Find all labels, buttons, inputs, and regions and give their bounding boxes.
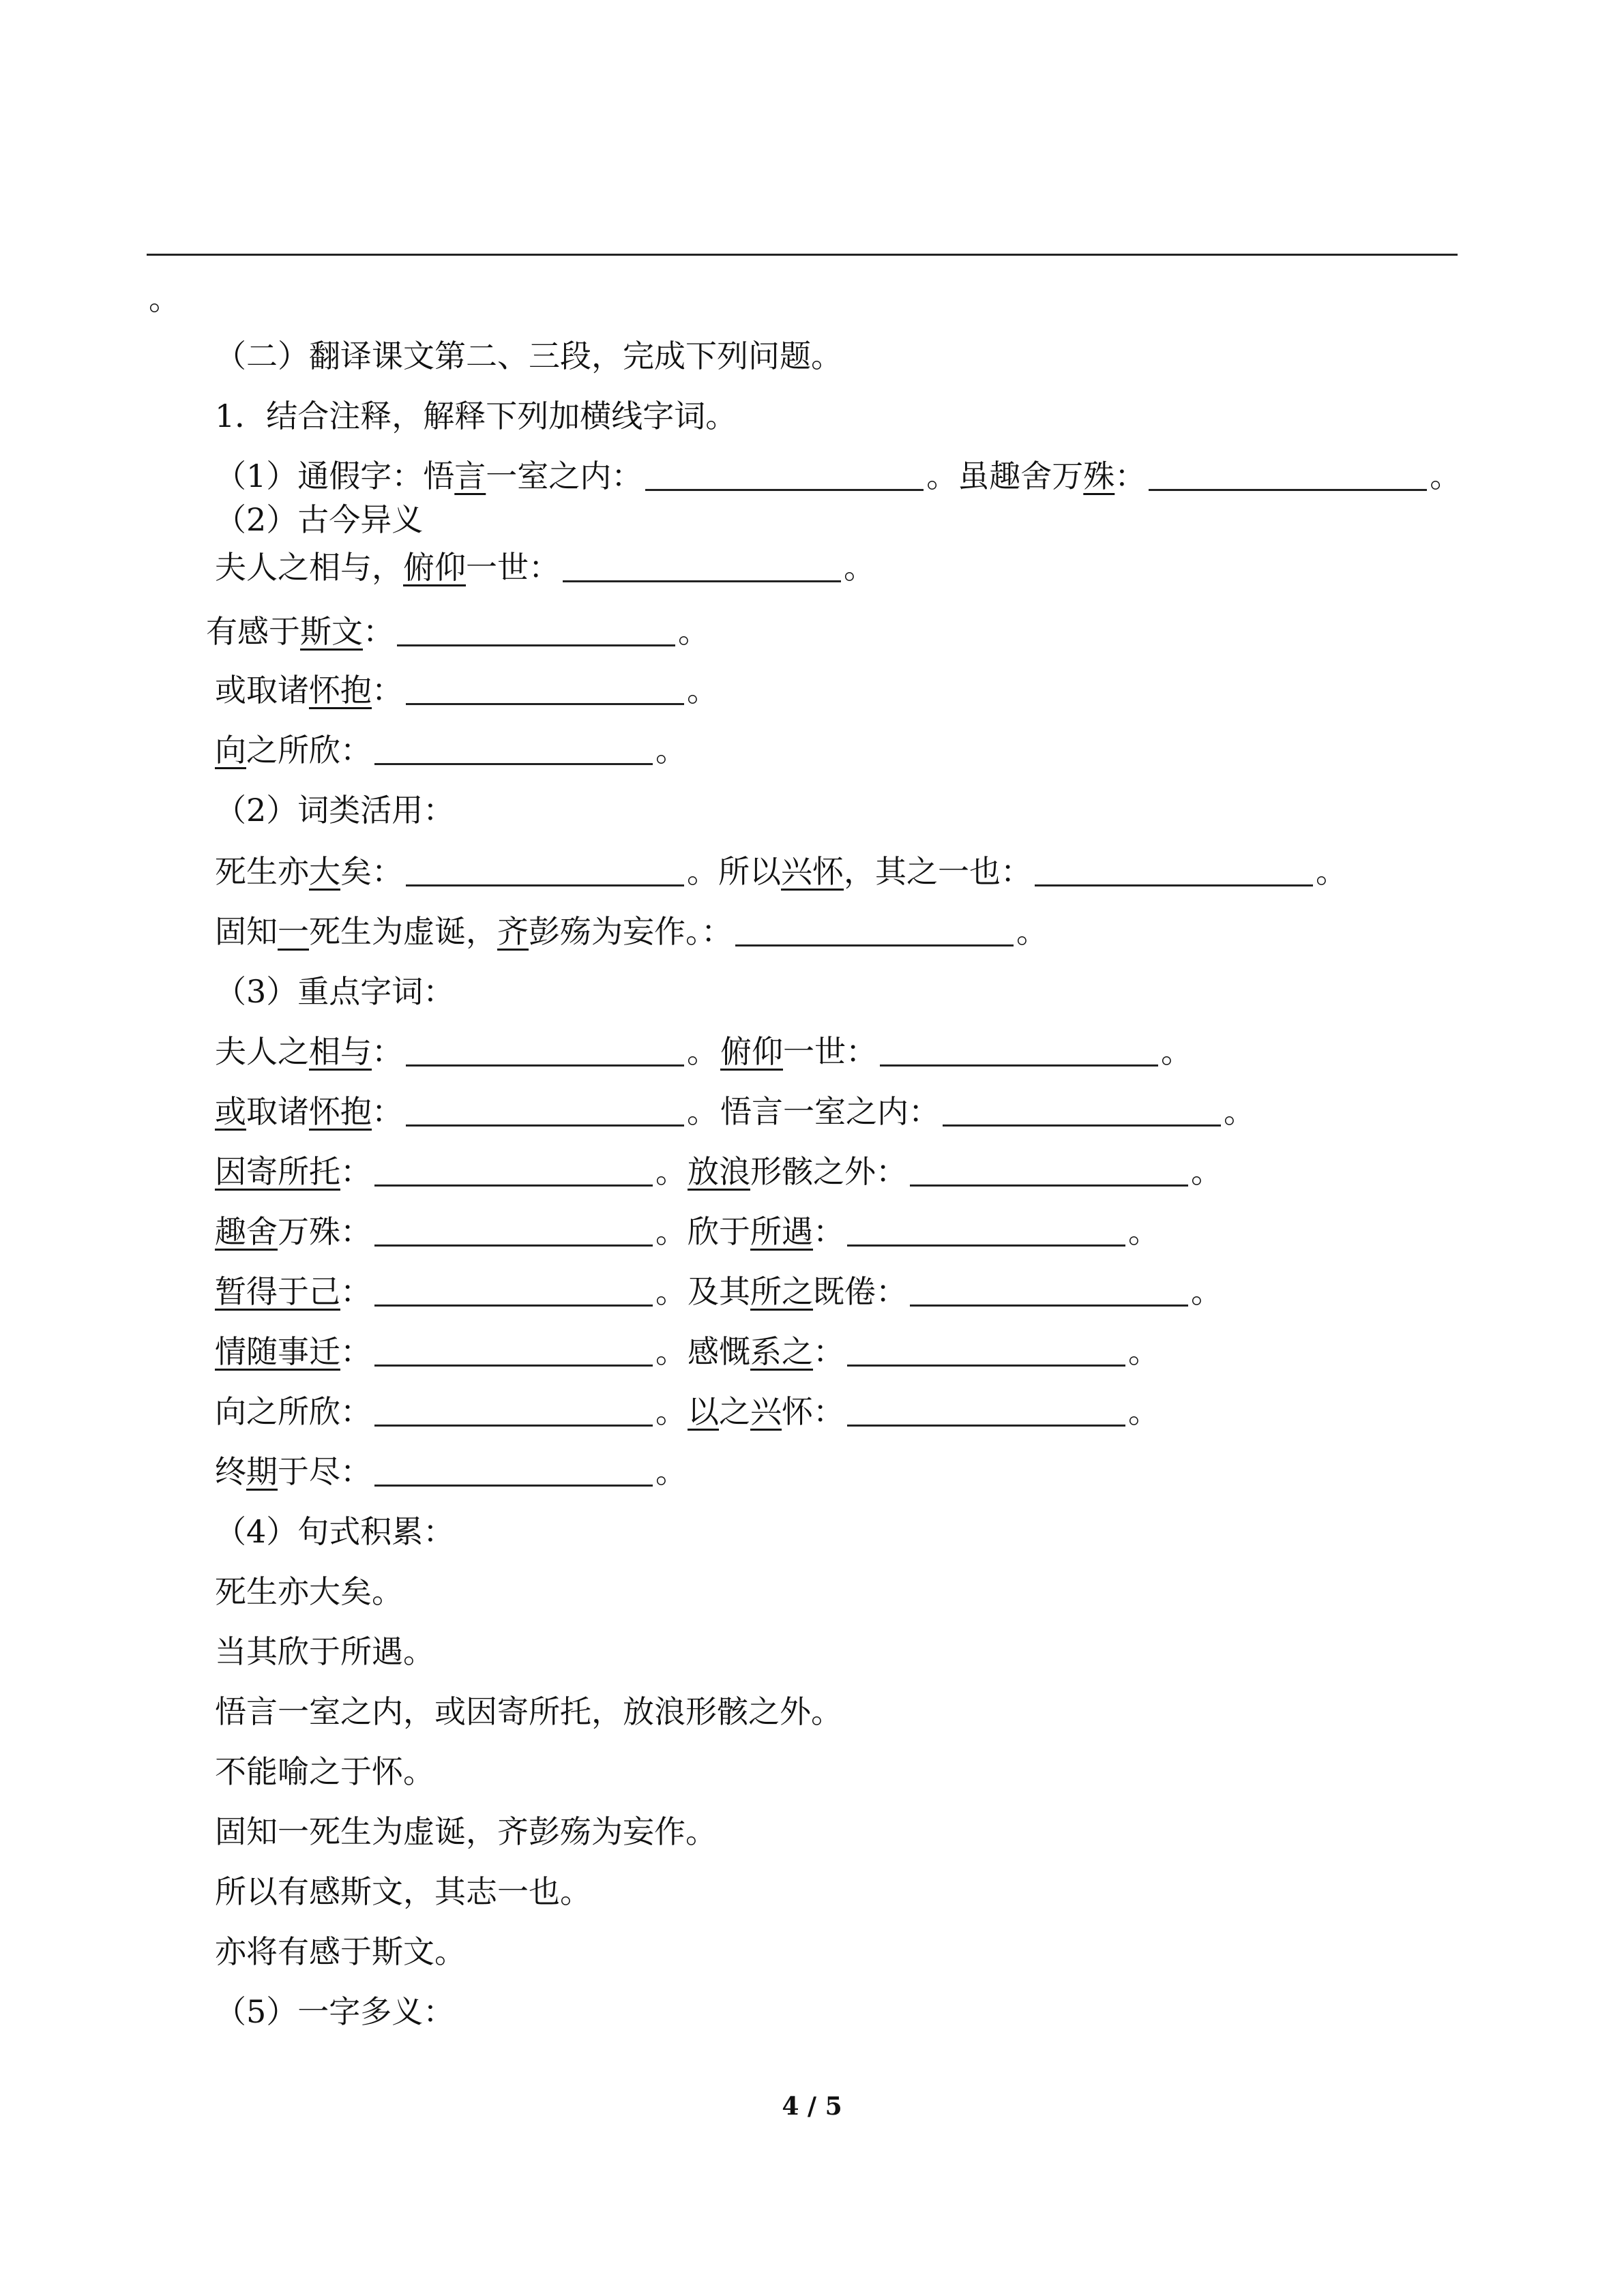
zhongdian-item: 欣于所遇： 。 [688, 1213, 1160, 1250]
jushi-sentence: 固知一死生为虚诞，齐彭殇为妄作。 [215, 1813, 717, 1850]
gujin-item: 向之所欣： 。 [215, 732, 687, 769]
cilei-row: 固知一死生为虚诞，齐彭殇为妄作。： 。 [215, 913, 1048, 950]
question-1: 1．结合注释，解释下列加横线字词。 [215, 398, 737, 434]
answer-blank[interactable] [374, 763, 653, 765]
answer-blank[interactable] [406, 1124, 684, 1127]
answer-blank[interactable] [943, 1124, 1221, 1127]
stray-mark: 。 [149, 280, 180, 317]
zhongdian-item: 放浪形骸之外： 。 [688, 1153, 1222, 1190]
answer-blank[interactable] [397, 644, 675, 646]
header-rule [147, 254, 1458, 256]
jushi-sentence: 所以有感斯文，其志一也。 [215, 1873, 591, 1910]
zhongdian-item: 向之所欣： 。 [215, 1393, 687, 1430]
zhongdian-item: 暂得于己： 。 [215, 1273, 687, 1310]
zhongdian-item: 终期于尽： 。 [215, 1453, 687, 1490]
gujin-label: （2）古今异义 [215, 501, 424, 538]
zhongdian-item: 感慨系之： 。 [688, 1333, 1160, 1370]
jushi-sentence: 死生亦大矣。 [215, 1573, 403, 1610]
answer-blank[interactable] [563, 580, 841, 582]
zhongdian-item: 夫人之相与： 。 [215, 1033, 718, 1070]
answer-blank[interactable] [406, 1064, 684, 1067]
zhongdian-item: 趣舍万殊： 。 [215, 1213, 687, 1250]
zhongdian-item: 以之兴怀： 。 [688, 1393, 1160, 1430]
zhongdian-label: （3）重点字词： [215, 973, 455, 1010]
jushi-sentence: 悟言一室之内，或因寄所托，放浪形骸之外。 [215, 1693, 842, 1730]
cilei-row: 死生亦大矣： 。所以兴怀，其之一也： 。 [215, 853, 1347, 890]
answer-blank[interactable] [374, 1485, 653, 1487]
cilei-label: （2）词类活用： [215, 792, 455, 829]
gujin-item: 或取诸怀抱： 。 [215, 672, 718, 709]
gujin-item: 有感于斯文： 。 [206, 613, 709, 650]
answer-blank[interactable] [847, 1365, 1125, 1367]
zhongdian-item: 及其所之既倦： 。 [688, 1273, 1222, 1310]
answer-blank[interactable] [880, 1064, 1158, 1067]
jushi-sentence: 不能喻之于怀。 [215, 1753, 434, 1790]
jushi-sentence: 当其欣于所遇。 [215, 1633, 434, 1670]
answer-blank[interactable] [374, 1244, 653, 1247]
zhongdian-item: 悟言一室之内： 。 [720, 1093, 1255, 1130]
zhongdian-item: 俯仰一世： 。 [720, 1033, 1192, 1070]
answer-blank[interactable] [910, 1304, 1188, 1307]
answer-blank[interactable] [1149, 489, 1427, 491]
page-number: 4 / 5 [782, 2092, 842, 2121]
section-title: （二）翻译课文第二、三段，完成下列问题。 [215, 338, 842, 374]
answer-blank[interactable] [374, 1184, 653, 1187]
answer-blank[interactable] [374, 1365, 653, 1367]
answer-blank[interactable] [847, 1425, 1125, 1427]
tongjiazi-row: （1）通假字：悟言一室之内： 。虽趣舍万殊： 。 [215, 458, 1462, 494]
gujin-item: 夫人之相与，俯仰一世： 。 [215, 549, 875, 586]
jushi-sentence: 亦将有感于斯文。 [215, 1933, 466, 1970]
zhongdian-item: 因寄所托： 。 [215, 1153, 687, 1190]
answer-blank[interactable] [374, 1304, 653, 1307]
zhongdian-item: 情随事迁： 。 [215, 1333, 687, 1370]
zhongdian-item: 或取诸怀抱： 。 [215, 1093, 718, 1130]
answer-blank[interactable] [645, 489, 924, 491]
answer-blank[interactable] [1035, 884, 1313, 886]
answer-blank[interactable] [910, 1184, 1188, 1187]
answer-blank[interactable] [406, 884, 684, 886]
answer-blank[interactable] [847, 1244, 1125, 1247]
answer-blank[interactable] [374, 1425, 653, 1427]
jushi-label: （4）句式积累： [215, 1513, 455, 1550]
yizi-label: （5）一字多义： [215, 1993, 455, 2030]
answer-blank[interactable] [406, 703, 684, 705]
answer-blank[interactable] [735, 944, 1014, 946]
